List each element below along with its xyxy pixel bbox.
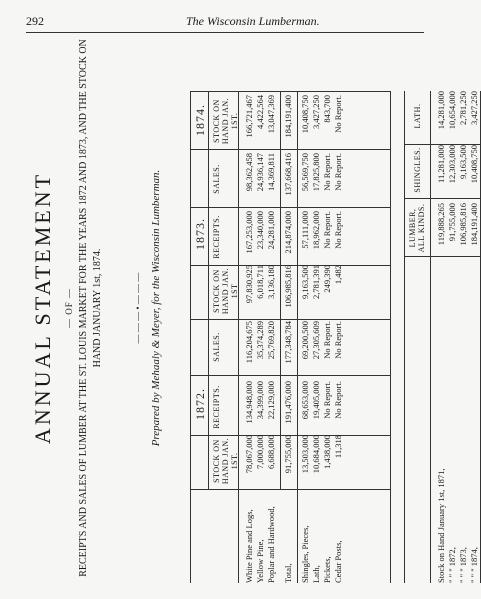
table-row-value: 69,200,500 (300, 321, 310, 360)
stock-header-lumber: LUMBER, ALL KINDS. (408, 203, 426, 253)
table-row-value: 10,408,750 (300, 95, 310, 134)
page-number: 292 (26, 14, 44, 28)
statement-subtitle-2: HAND JANUARY 1st, 1874. (92, 248, 103, 368)
column-rule (190, 319, 390, 320)
table-row-value: 57,111,000 (300, 211, 310, 249)
section-rule (297, 91, 298, 583)
table-row-value: 2,781,391 (311, 265, 321, 299)
table-row-value: 24,936,147 (255, 153, 265, 192)
statement-title: ANNUAL STATEMENT (30, 171, 55, 445)
table-bottom-rule (390, 91, 391, 583)
table-row-value: No Report. (333, 95, 343, 133)
table-row-label: Cedar Posts, (333, 540, 343, 583)
column-header: SALES. (212, 164, 221, 194)
table-row-value: 98,362,458 (244, 153, 254, 192)
column-header: SALES. (212, 332, 221, 362)
column-rule (190, 375, 390, 376)
stock-row-label: " " " 1874, (469, 547, 479, 583)
table-row-value: No Report. (322, 153, 332, 191)
table-row-value: 25,769,820 (266, 321, 276, 360)
table-row-value: 68,653,000 (300, 381, 310, 420)
total-row-value: 137,668,416 (283, 153, 293, 196)
stock-header-rule (430, 91, 431, 583)
total-row-value: 191,476,000 (283, 381, 293, 424)
stock-row-lath: 3,427,250 (469, 91, 479, 125)
table-row-value: No Report. (333, 153, 343, 191)
table-row-value: 78,067,000 (244, 435, 254, 474)
table-row-value: 24,281,000 (266, 211, 276, 250)
column-rule (190, 207, 390, 208)
table-row-value: 19,405,000 (311, 381, 321, 420)
column-header: STOCK ON HAND JAN. 1ST. (212, 97, 239, 145)
table-row-value: 249,390 (322, 265, 332, 293)
table-row-value: 56,569,750 (300, 153, 310, 192)
table-row-value: No Report. (322, 211, 332, 249)
total-row-label: Total, (283, 563, 293, 583)
table-row-value: No Report. (322, 321, 332, 359)
stock-column-rule (404, 198, 480, 199)
table-row-value: 1,438,000 (322, 435, 332, 469)
table-top-rule (190, 91, 191, 583)
table-row-value: No Report. (333, 381, 343, 419)
stock-header-shingles: SHINGLES. (413, 147, 422, 193)
table-row-value: No Report. (322, 381, 332, 419)
stock-row-lumber: 184,191,400 (469, 203, 479, 246)
table-row-value: 17,825,800 (311, 153, 321, 192)
table-row-value: 4,422,564 (255, 95, 265, 129)
statement-subtitle-1: RECEIPTS AND SALES OF LUMBER AT THE ST. LOUIS MARKET FOR THE YEARS 1872 AND 1873, AND THE STOCK ON (78, 39, 89, 577)
column-header: RECEIPTS. (212, 215, 221, 259)
running-title: The Wisconsin Lumberman. (186, 14, 320, 28)
table-row-value: 9,163,500 (300, 265, 310, 299)
total-rule (280, 91, 281, 489)
prepared-by: Prepared by Mehaaly & Meyer, for the Wisconsin Lumberman. (150, 169, 162, 447)
table-row-value: No Report. (333, 211, 343, 249)
stock-column-rule (404, 256, 480, 257)
table-row-value: 35,374,289 (255, 321, 265, 360)
stock-row-shingles: 10,408,750 (469, 145, 479, 184)
total-row-value: 184,191,400 (283, 95, 293, 138)
table-row-value: 167,253,000 (244, 211, 254, 254)
table-row-value: 23,340,000 (255, 211, 265, 250)
table-row-value: 6,018,711 (255, 265, 265, 299)
table-row-label: Lath, (311, 565, 321, 583)
stock-row-lath: 2,781,250 (458, 91, 468, 125)
table-row-value: No Report. (333, 321, 343, 359)
table-row-value: 34,399,000 (255, 381, 265, 420)
stock-header-lath: LATH. (413, 103, 422, 129)
table-row-label: Shingles, Pieces, (300, 525, 310, 583)
year-1874: 1874. (193, 104, 207, 136)
stock-row-lumber: 106,985,816 (458, 203, 468, 246)
table-row-value: 166,721,467 (244, 95, 254, 138)
column-rule (190, 91, 390, 92)
table-row-label: Yellow Pine, (255, 539, 265, 583)
stock-row-label: " " " 1873, (458, 547, 468, 583)
stock-top-rule (404, 91, 405, 583)
header-bottom-rule (238, 91, 239, 583)
stock-row-label: Stock on Hand January 1st, 1871, (436, 468, 446, 583)
year-1873: 1873. (193, 218, 207, 250)
table-row-value: 18,962,000 (311, 211, 321, 250)
table-row-value: 6,688,000 (266, 435, 276, 469)
table-row-value: 27,305,609 (311, 321, 321, 360)
column-header: RECEIPTS. (212, 385, 221, 429)
year-row-rule (208, 91, 209, 489)
rotated-statement (30, 33, 479, 583)
table-row-value: 134,948,000 (244, 381, 254, 424)
total-row-value: 106,985,816 (283, 265, 293, 308)
table-row-value: 13,047,369 (266, 95, 276, 134)
table-row-value: 97,830,925 (244, 265, 254, 304)
total-row-value: 177,348,784 (283, 321, 293, 364)
table-row-value: 116,204,675 (244, 321, 254, 364)
table-row-value: 7,000,000 (255, 435, 265, 469)
stock-row-shingles: 9,163,500 (458, 145, 468, 179)
stock-row-shingles: 11,281,000 (436, 145, 446, 183)
column-rule (190, 489, 390, 490)
table-row-label: Pickets, (322, 556, 332, 583)
ornament-divider: — — — • — — — (133, 272, 143, 344)
table-row-value: 3,427,250 (311, 95, 321, 129)
table-row-value: 10,684,000 (311, 435, 321, 474)
total-row-value: 214,874,000 (283, 211, 293, 254)
stock-row-label: " " " 1872, (447, 547, 457, 583)
table-row-value: 843,700 (322, 95, 332, 123)
column-rule (190, 149, 390, 150)
table-row-value: 14,369,811 (266, 153, 276, 191)
table-row-value: 13,503,000 (300, 435, 310, 474)
statement-of: — OF — (64, 288, 74, 329)
table-row-value: 3,136,180 (266, 265, 276, 299)
year-1872: 1872. (193, 388, 207, 420)
table-row-value: 22,129,000 (266, 381, 276, 420)
stock-row-lath: 14,281,000 (436, 91, 446, 130)
table-row-label: Poplar and Hardwood, (266, 506, 276, 583)
stock-row-lumber: 119,888,265 (436, 203, 446, 246)
table-row-label: White Pine and Logs, (244, 509, 254, 583)
stock-row-shingles: 12,303,000 (447, 145, 457, 184)
column-header: STOCK ON HAND JAN. 1ST. (212, 437, 239, 485)
total-row-value: 91,755,000 (283, 435, 293, 474)
column-header: STOCK ON HAND JAN. 1ST (212, 267, 239, 315)
stock-row-lumber: 91,755,000 (447, 203, 457, 242)
table-row-value: 11,318 (333, 435, 343, 459)
stock-row-lath: 10,654,000 (447, 91, 457, 130)
table-row-value: 1,482 (333, 265, 343, 285)
